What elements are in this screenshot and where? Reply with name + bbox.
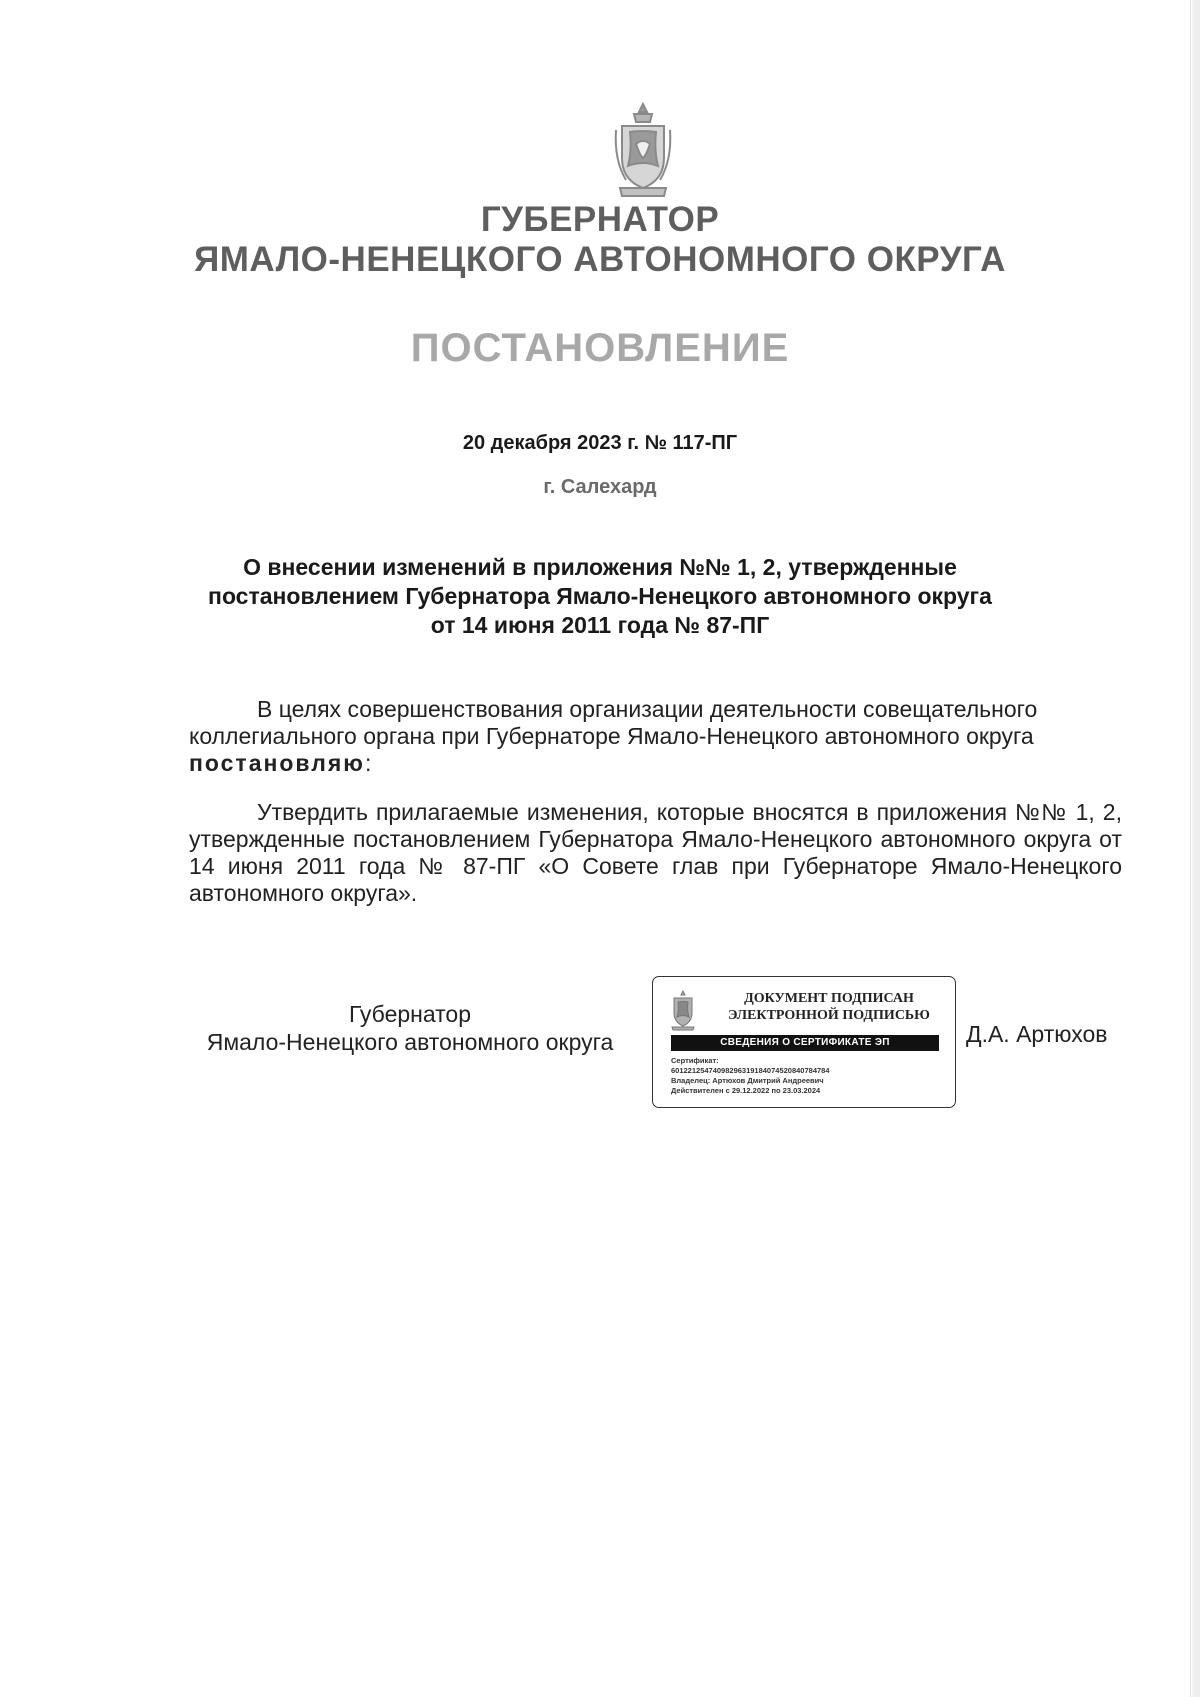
stamp-title-line: ЭЛЕКТРОННОЙ ПОДПИСЬЮ bbox=[728, 1008, 930, 1023]
signatory-name: Д.А. Артюхов bbox=[966, 1021, 1108, 1047]
governor-title: ГУБЕРНАТОР bbox=[480, 200, 720, 239]
stamp-title-line: ДОКУМЕНТ ПОДПИСАН bbox=[744, 991, 914, 1006]
certificate-details bbox=[671, 1056, 947, 1096]
stamp-title bbox=[711, 990, 947, 1024]
subject-line: от 14 июня 2011 года № 87-ПГ bbox=[430, 612, 770, 638]
signatory-position bbox=[180, 1000, 640, 1056]
preamble-suffix: : bbox=[364, 750, 372, 776]
certificate-validity: Действителен с 29.12.2022 по 23.03.2024 bbox=[671, 1086, 821, 1095]
document-subject bbox=[180, 553, 1020, 640]
document-date-number: 20 декабря 2023 г. № 117-ПГ bbox=[462, 432, 738, 454]
resolution-keyword: постановляю bbox=[189, 750, 365, 776]
preamble-paragraph bbox=[189, 696, 1122, 777]
document-type: ПОСТАНОВЛЕНИЕ bbox=[410, 326, 790, 370]
position-region: Ямало-Ненецкого автономного округа bbox=[206, 1029, 614, 1055]
subject-line: О внесении изменений в приложения №№ 1, 2, утвержденные bbox=[243, 554, 957, 580]
certificate-owner: Владелец: Артюхов Дмитрий Андреевич bbox=[671, 1076, 824, 1085]
electronic-signature-stamp bbox=[652, 976, 956, 1108]
resolution-paragraph bbox=[189, 799, 1122, 907]
subject-line: постановлением Губернатора Ямало-Ненецкого автономного округа bbox=[208, 583, 992, 609]
certificate-label: Сертификат: bbox=[671, 1056, 719, 1065]
certificate-info-bar: СВЕДЕНИЯ О СЕРТИФИКАТЕ ЭП bbox=[671, 1035, 939, 1051]
certificate-number: 60122125474098296319184074520840784784 bbox=[671, 1066, 830, 1075]
document-city: г. Салехард bbox=[543, 476, 657, 498]
resolution-text: Утвердить прилагаемые изменения, которые вносятся в приложения №№ 1, 2, утвержденные постановлением Губернатора Ямало-Ненецкого автономного округа от 14 июня 2011 года № 87-ПГ «О Совете глав при Губернаторе Ямало-Ненецкого автономного округа». bbox=[189, 799, 1122, 906]
coat-of-arms-icon bbox=[612, 100, 674, 200]
stamp-emblem-icon bbox=[669, 989, 697, 1031]
page-edge bbox=[1190, 0, 1200, 1697]
region-title: ЯМАЛО-НЕНЕЦКОГО АВТОНОМНОГО ОКРУГА bbox=[194, 240, 1006, 279]
position-title: Губернатор bbox=[348, 1001, 472, 1027]
preamble-text: В целях совершенствования организации деятельности совещательного коллегиального органа при Губернаторе Ямало-Ненецкого автономного округа bbox=[189, 696, 1038, 749]
